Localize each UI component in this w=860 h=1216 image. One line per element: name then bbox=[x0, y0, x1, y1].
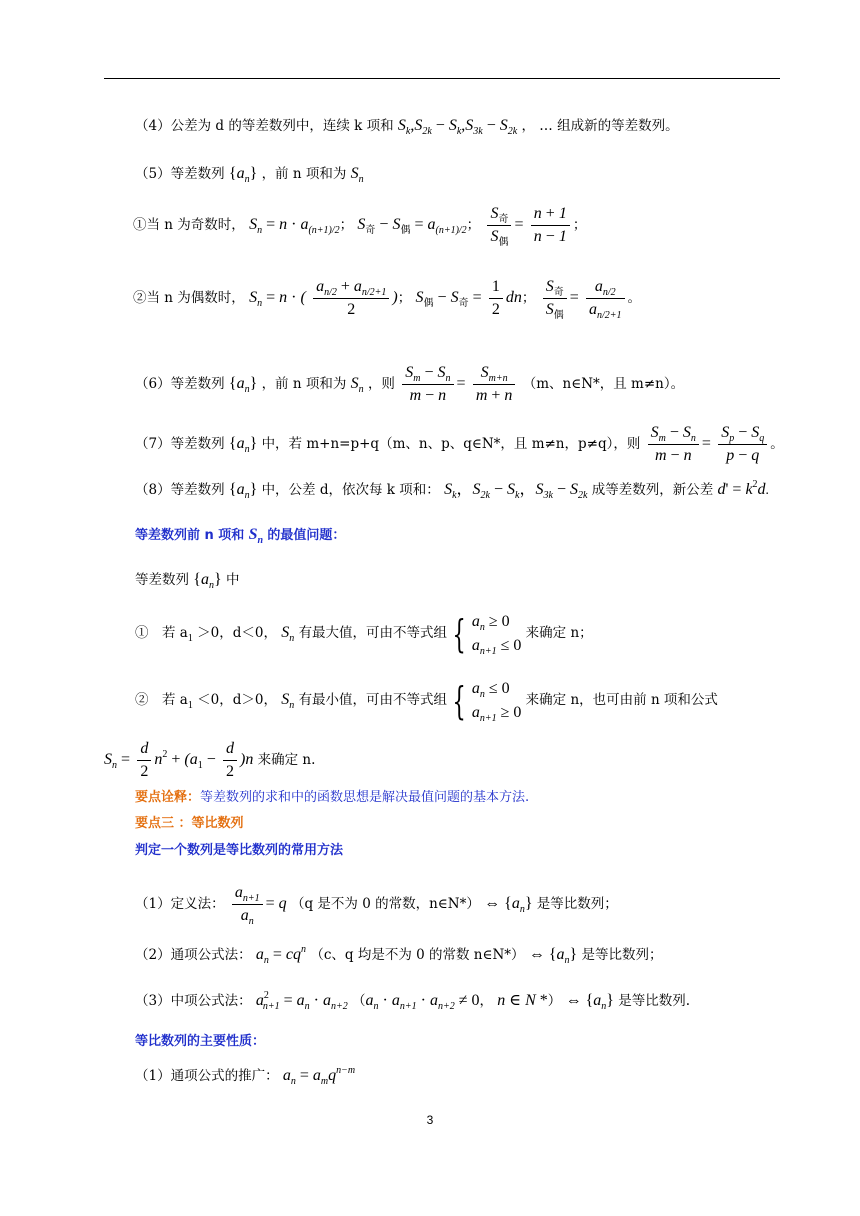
property-8-text: （8）等差数列 bbox=[135, 482, 225, 498]
method-middle-term: （3）中项公式法： $a^2_{n+1} = a_n \cdot a_{n+2}$ （$a_n \cdot a_{n+1} \cdot a_{n+2} \ne 0$， n ∈ N *） ⇔ $\{a_n\}$ 是等比数列. bbox=[135, 990, 691, 1012]
property-7-text2: 中，若 m+n=p+q（m、n、p、q∈N*，且 m≠n，p≠q），则 bbox=[261, 436, 641, 452]
note-line bbox=[135, 787, 529, 808]
case-even: ②当 n 为偶数时， $S_n = n$ · ( $\frac{a_{n/2} + a_{n/2+1}}{2}$ )； $S_偶 - S_奇$ = $\frac{1}{2}$ dn； $\frac{S_奇}{S_偶}$ = $\frac{a_{n/2}}{a_{n/2+1}}$ 。 bbox=[133, 278, 642, 321]
property-6-text3: ，则 bbox=[367, 376, 395, 392]
note-text: 等差数列的求和中的函数思想是解决最值问题的基本方法. bbox=[200, 790, 530, 805]
intro-line: 等差数列 $\{a_n\}$ 中 bbox=[135, 571, 240, 591]
method-middle-label: （3）中项公式法： bbox=[135, 993, 252, 1009]
condition-min-text3: 有最小值，可由不等式组 bbox=[298, 692, 448, 708]
sum-formula-line: $S_n$ = $\frac{d}{2}$ $n^2 + (a_1$ − $\frac{d}{2}$ )n 来确定 n. bbox=[104, 740, 316, 780]
method-middle-text: 是等比数列. bbox=[618, 993, 691, 1009]
sum-formula-text: 来确定 n. bbox=[257, 752, 316, 768]
header-rule bbox=[104, 78, 780, 79]
condition-min-text4: 来确定 n，也可由前 n 项和公式 bbox=[525, 692, 718, 708]
geometric-property-1-text: （1）通项公式的推广： bbox=[135, 1068, 279, 1084]
condition-max-text: ① 若 a bbox=[135, 625, 188, 641]
geometric-property-1: （1）通项公式的推广： $a_n = a_mq^{n-m}$ bbox=[135, 1065, 356, 1087]
method-general-label: （2）通项公式法： bbox=[135, 947, 252, 963]
section-3-title: 要点三 ：等比数列 bbox=[135, 816, 244, 831]
condition-max-text3: 有最大值，可由不等式组 bbox=[298, 625, 448, 641]
heading-extreme-text: 等差数列前 n 项和 bbox=[135, 528, 245, 543]
heading-geometric-methods bbox=[135, 840, 343, 861]
property-4-tail: … 组成新的等差数列。 bbox=[539, 118, 679, 134]
condition-max-text2: ＞0，d＜0， bbox=[197, 625, 277, 641]
property-7: （7）等差数列 $\{a_n\}$ 中，若 m+n=p+q（m、n、p、q∈N*，且 m≠n，p≠q），则 $\frac{S_m - S_n}{m - n}$ = $\frac{S_p - S_q}{p - q}$ 。 bbox=[135, 424, 784, 464]
heading-geometric-properties bbox=[135, 1031, 265, 1052]
property-6-text4: （m、n∈N*，且 m≠n）。 bbox=[522, 376, 685, 392]
method-definition-text2: 是等比数列； bbox=[536, 896, 618, 912]
property-5-text2: ，前 n 项和为 bbox=[261, 166, 347, 182]
method-general-term: （2）通项公式法： $a_n = cq^n$ （c、q 均是不为 0 的常数 n∈N*） ⇔ $\{a_n\}$ 是等比数列； bbox=[135, 944, 663, 966]
property-8-text3: 成等差数列，新公差 bbox=[591, 482, 714, 498]
method-definition-text: （q 是不为 0 的常数，n∈N*） bbox=[290, 896, 480, 912]
method-general-text: （c、q 均是不为 0 的常数 n∈N*） bbox=[310, 947, 525, 963]
heading-extreme-values: 等差数列前 n 项和 $S_n$ 的最值问题： bbox=[135, 526, 346, 546]
condition-min: ② 若 $a_1 <0$，d＞0， $S_n$ 有最小值，可由不等式组 { $a_n \le 0$ $a_{n+1} \ge 0$ 来确定 n，也可由前 n 项和公式 bbox=[135, 678, 718, 724]
intro-text2: 中 bbox=[225, 572, 240, 588]
heading-properties-text: 等比数列的主要性质： bbox=[135, 1034, 266, 1049]
property-5: （5）等差数列 $\{a_n\}$ ，前 n 项和为 $S_n$ bbox=[135, 165, 364, 185]
heading-extreme-text2: 的最值问题： bbox=[267, 528, 346, 543]
note-label: 要点诠释： bbox=[135, 790, 201, 805]
intro-text: 等差数列 bbox=[135, 572, 189, 588]
case-odd-label: ①当 n 为奇数时， bbox=[133, 217, 245, 233]
condition-min-text2: ＜0，d＞0， bbox=[197, 692, 277, 708]
property-4: （4）公差为 d 的等差数列中，连续 k 项和 $S_k,S_{2k} - S_k,S_{3k} - S_{2k}$ ， … 组成新的等差数列。 bbox=[135, 117, 679, 137]
property-5-text: （5）等差数列 bbox=[135, 166, 225, 182]
case-odd: ①当 n 为奇数时， $S_n = n \cdot a_{(n+1)/2}$； $S_奇 - S_偶 = a_{(n+1)/2}$； $\frac{S_奇}{S_偶}$ = $\frac{n + 1}{n - 1}$ ； bbox=[133, 205, 587, 248]
property-8-text2: 中，公差 d，依次每 k 项和： bbox=[261, 482, 440, 498]
property-7-text: （7）等差数列 bbox=[135, 436, 225, 452]
method-definition-label: （1）定义法： bbox=[135, 896, 225, 912]
heading-geometric-text: 判定一个数列是等比数列的常用方法 bbox=[135, 843, 344, 858]
condition-min-text: ② 若 a bbox=[135, 692, 188, 708]
case-even-label: ②当 n 为偶数时， bbox=[133, 290, 245, 306]
section-3-heading bbox=[135, 813, 244, 834]
page-number: 3 bbox=[426, 1113, 434, 1127]
method-general-text2: 是等比数列； bbox=[581, 947, 663, 963]
condition-max: ① 若 $a_1 >0$，d＜0， $S_n$ 有最大值，可由不等式组 { $a_n \ge 0$ $a_{n+1} \le 0$ 来确定 n； bbox=[135, 611, 593, 657]
property-8: （8）等差数列 $\{a_n\}$ 中，公差 d，依次每 k 项和： $S_k$，$S_{2k} - S_k$，$S_{3k} - S_{2k}$ 成等差数列，新公差 $d' = k^2d$. bbox=[135, 479, 769, 501]
property-6-text: （6）等差数列 bbox=[135, 376, 225, 392]
property-4-text: （4）公差为 d 的等差数列中，连续 k 项和 bbox=[135, 118, 394, 134]
condition-max-text4: 来确定 n； bbox=[525, 625, 593, 641]
method-definition: （1）定义法： $\frac{a_{n+1}}{a_n}$ = q （q 是不为 0 的常数，n∈N*） ⇔ $\{a_n\}$ 是等比数列； bbox=[135, 884, 618, 927]
property-6: （6）等差数列 $\{a_n\}$ ，前 n 项和为 $S_n$ ，则 $\frac{S_m - S_n}{m - n}$ = $\frac{S_{m+n}}{m + n}$ （m、n∈N*，且 m≠n）。 bbox=[135, 364, 685, 404]
property-6-text2: ，前 n 项和为 bbox=[261, 376, 347, 392]
